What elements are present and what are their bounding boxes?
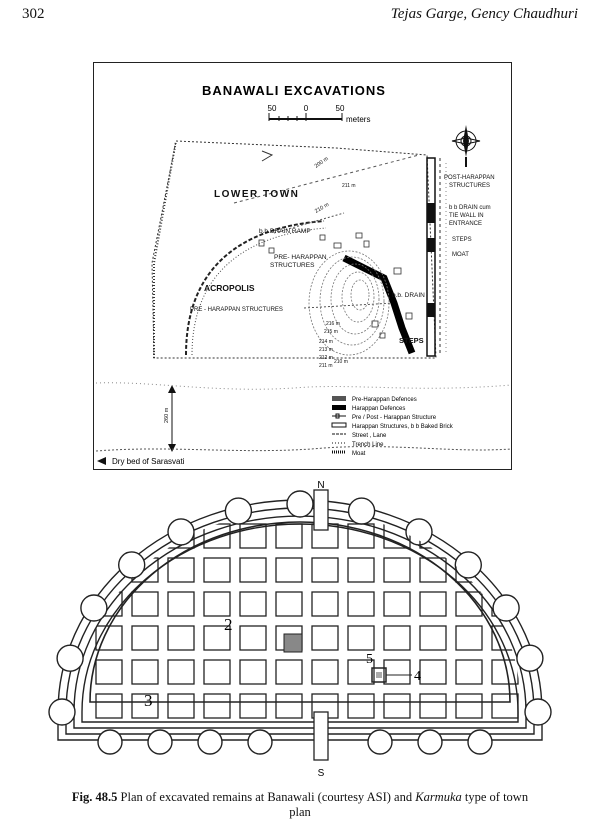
city-block [240, 592, 266, 616]
city-block [132, 626, 158, 650]
karmuka-plan [40, 480, 560, 785]
city-block [168, 694, 194, 718]
city-block [96, 694, 122, 718]
city-block [276, 592, 302, 616]
city-block [96, 660, 122, 684]
caption-text-end: type of town plan [289, 790, 529, 819]
legend-item: Moat [352, 451, 366, 457]
figure-number: Fig. 48.5 [71, 790, 118, 804]
caption-emphasis: Karmuka [415, 790, 462, 804]
label-dry-bed: Dry bed of Sarasvati [112, 457, 185, 466]
east-defence-wall [427, 158, 446, 356]
label-pre-harappan-top: STRUCTURES [270, 262, 315, 269]
city-block [420, 660, 446, 684]
label-post-harappan: STRUCTURES [449, 183, 491, 189]
compass-rose-icon [452, 125, 480, 167]
city-block [384, 694, 410, 718]
south-gate [314, 712, 328, 760]
label-contour: 214 m [319, 339, 333, 345]
label-dist-260: 260 m [164, 407, 170, 423]
legend-item: Trench Line [352, 442, 384, 448]
label-acropolis: ACROPOLIS [204, 283, 255, 293]
bastion [225, 498, 251, 524]
city-block [384, 592, 410, 616]
bastion [368, 730, 392, 754]
city-block [96, 558, 122, 582]
city-block [420, 592, 446, 616]
scale-tick: 0 [303, 104, 309, 113]
city-block [204, 558, 230, 582]
label-contour: 212 m [319, 355, 333, 361]
outer-boundary [152, 141, 436, 358]
bastion [57, 645, 83, 671]
city-block [420, 694, 446, 718]
city-block [348, 592, 374, 616]
label-dist-210: 210 m [314, 201, 331, 215]
label-contour: 213 m [319, 347, 333, 353]
bastion [287, 491, 313, 517]
map-title: BANAWALI EXCAVATIONS [202, 83, 386, 98]
bastion [517, 645, 543, 671]
legend-item: Pre / Post - Harappan Structure [352, 415, 437, 421]
figure-caption [60, 790, 540, 820]
city-block [456, 660, 482, 684]
running-head: Tejas Garge, Gency Chaudhuri [390, 6, 578, 22]
label-drain-cum: b b DRAIN cum [449, 205, 491, 211]
label-bb-drain: b.b. DRAIN [392, 292, 425, 299]
city-block [240, 524, 266, 548]
caption-text: Plan of excavated remains at Banawali (courtesy ASI) and [117, 790, 416, 804]
city-block [456, 694, 482, 718]
city-block [240, 626, 266, 650]
north-gate [314, 490, 328, 530]
river-bank [96, 447, 511, 451]
city-block [204, 694, 230, 718]
label-contour: 216 m [326, 321, 340, 327]
city-block [456, 626, 482, 650]
north-label: N [317, 480, 325, 491]
city-block [312, 660, 338, 684]
label-steps-right: STEPS [452, 237, 472, 243]
bastion [455, 552, 481, 578]
label-dist-210-bottom: 210 m [334, 359, 348, 365]
bastion [98, 730, 122, 754]
block-label: 3 [144, 691, 153, 710]
label-moat: MOAT [452, 252, 469, 258]
block-label: 4 [414, 669, 421, 684]
bastion [418, 730, 442, 754]
bastion [349, 498, 375, 524]
block-label: 2 [224, 615, 233, 634]
bastion [493, 595, 519, 621]
bastion [198, 730, 222, 754]
city-block [132, 660, 158, 684]
legend-item: Harappan Defences [352, 406, 406, 412]
street-grid [96, 524, 518, 718]
city-block [312, 592, 338, 616]
city-block [132, 592, 158, 616]
city-block [132, 524, 158, 548]
label-post-harappan: POST-HARAPPAN [444, 175, 495, 181]
city-block [492, 524, 518, 548]
label-pre-harappan-left: PRE - HARAPPAN STRUCTURES [190, 307, 283, 313]
city-block [384, 660, 410, 684]
city-block [312, 626, 338, 650]
city-block [240, 694, 266, 718]
bastions [49, 491, 551, 754]
city-block [312, 558, 338, 582]
south-label: S [317, 768, 325, 779]
city-block [96, 524, 122, 548]
city-block [276, 694, 302, 718]
page-number: 302 [22, 6, 45, 22]
city-block [168, 592, 194, 616]
bastion [148, 730, 172, 754]
label-steps-center: STEPS [399, 336, 424, 345]
label-contour: 215 m [324, 329, 338, 335]
legend-item: Street , Lane [352, 433, 387, 439]
outer-walls [58, 500, 542, 740]
arrow-left-icon [97, 457, 106, 465]
label-drain-ramp: b.b.DRAIN RAMP [259, 228, 311, 235]
city-block [492, 694, 518, 718]
city-block [348, 626, 374, 650]
bastion [468, 730, 492, 754]
scale-tick: 50 [267, 104, 277, 113]
banawali-map [93, 62, 512, 470]
scale-unit: meters [346, 115, 371, 124]
city-block [204, 660, 230, 684]
city-block [276, 660, 302, 684]
city-block [204, 592, 230, 616]
bastion [168, 519, 194, 545]
label-drain-cum: TIE WALL IN [449, 213, 484, 219]
city-block [168, 660, 194, 684]
city-block [492, 558, 518, 582]
bastion [248, 730, 272, 754]
city-block [168, 558, 194, 582]
city-block [456, 524, 482, 548]
label-contour: 211 m [319, 363, 333, 369]
block-label: 5 [366, 652, 373, 667]
scale-tick: 50 [335, 104, 345, 113]
scale-bar [268, 104, 371, 124]
legend-item: Harappan Structures, b b Baked Brick [352, 424, 453, 430]
city-block [168, 626, 194, 650]
city-block [240, 660, 266, 684]
city-block [384, 558, 410, 582]
city-block [384, 626, 410, 650]
hatched-block [284, 634, 302, 652]
label-contour-top: 211 m [342, 183, 356, 189]
bastion [81, 595, 107, 621]
label-drain-cum: ENTRANCE [449, 221, 483, 227]
city-block [348, 694, 374, 718]
label-pre-harappan-top: PRE- HARAPPAN [274, 254, 327, 261]
bastion [119, 552, 145, 578]
city-block [276, 524, 302, 548]
legend-item: Pre-Harappan Defences [352, 397, 417, 403]
map-legend [332, 396, 454, 457]
bastion [525, 699, 551, 725]
bastion [49, 699, 75, 725]
city-block [420, 626, 446, 650]
label-dist-200: 200 m [313, 155, 330, 170]
city-block [348, 558, 374, 582]
city-block [240, 558, 266, 582]
city-block [276, 558, 302, 582]
label-lower-town: LOWER TOWN [214, 189, 300, 200]
